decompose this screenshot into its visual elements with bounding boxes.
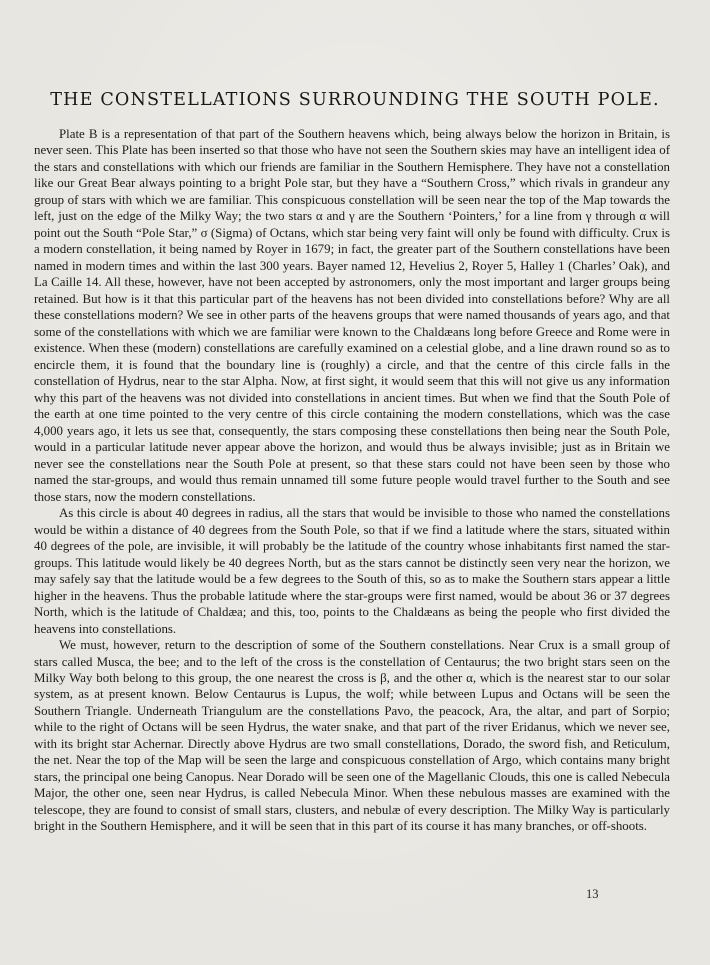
paragraph-circle-radius: As this circle is about 40 degrees in radius, all the stars that would be invisible to those who named the constellations would be within a distance of 40 degrees from the South Pole, so that if we find a latitude where the stars, situated within 40 degrees of the pole, are invisible, it will probably be the latitude of the country whose inhabitants first named the star-groups. This latitude would likely be 40 degrees North, but as the stars cannot be distinctly seen very near the horizon, we may safely say that the latitude would be a few degrees to the South of this, so as to make the Southern stars appear a little higher in the heavens. Thus the probable latitude where the star-groups were first named, would be about 36 or 37 degrees North, which is the latitude of Chaldæa; and this, too, points to the Chaldæans as being the people who first divided the heavens into constellations. bbox=[34, 506, 670, 636]
paragraph-southern-constellations: We must, however, return to the description of some of the Southern constellations. Near Crux is a small group of stars called Musca, the bee; and to the left of the cross is the constellation of Centaurus; the two bright stars seen on the Milky Way both belong to this group, the one nearest the cross is β, and the other α, which is the nearest star to our solar system, as at present known. Below Centaurus is Lupus, the wolf; while between Lupus and Octans will be seen the Southern Triangle. Underneath Triangulum are the constellations Pavo, the peacock, Ara, the altar, and part of Sorpio; while to the right of Octans will be seen Hydrus, the water snake, and that part of the river Eridanus, which we never see, with its bright star Achernar. Directly above Hydrus are two small constellations, Dorado, the sword fish, and Reticulum, the net. Near the top of the Map will be seen the large and conspicuous constellation of Argo, which contains many bright stars, the principal one being Canopus. Near Dorado will be seen one of the Magellanic Clouds, this one is called Nebecula Major, the other one, seen near Hydrus, is called Nebecula Minor. When these nebulous masses are examined with the telescope, they are found to consist of small stars, clusters, and nebulæ of every description. The Milky Way is particularly bright in the Southern Hemisphere, and it will be seen that in this part of its course it has many branches, or off-shoots. bbox=[34, 638, 670, 834]
page-title: THE CONSTELLATIONS SURROUNDING THE SOUTH POLE. bbox=[50, 90, 660, 110]
page-number: 13 bbox=[586, 887, 599, 901]
paragraph-plate-b: Plate B is a representation of that part of the Southern heavens which, being always below the horizon in Britain, is never seen. This Plate has been inserted so that those who have not seen the Southern skies may have an intelligent idea of the stars and constellations with which our friends are familiar in the Southern Hemisphere. They have not a constellation like our Great Bear always pointing to a bright Pole star, but they have a “Southern Cross,” which rivals in grandeur any group of stars with which we are familiar. This conspicuous constellation will be seen near the top of the Map towards the left, just on the edge of the Milky Way; the two stars α and γ are the Southern ‘Pointers,’ for a line from γ through α will point out the South “Pole Star,” σ (Sigma) of Octans, which star being very faint will only be found with difficulty. Crux is a modern constellation, it being named by Royer in 1679; in fact, the greater part of the Southern constellations have been named in modern times and within the last 300 years. Bayer named 12, Hevelius 2, Royer 5, Halley 1 (Charles’ Oak), and La Caille 14. All these, however, have not been accepted by astronomers, only the most important and larger groups being retained. But how is it that this particular part of the heavens has not been divided into constellations before? Why are all these constellations modern? We see in other parts of the heavens groups that were named thousands of years ago, and that some of the constellations with which we are familiar were known to the Chaldæans long before Greece and Rome were in existence. When these (modern) constellations are carefully examined on a celestial globe, and a line drawn round so as to encircle them, it is found that the boundary line is (roughly) a circle, and that the centre of this circle falls in the constellation of Hydrus, near to the star Alpha. Now, at first sight, it would seem that this will not give us any information why this part of the heavens was not divided into constellations in ancient times. But when we find that the South Pole of the earth at one time pointed to the very centre of this circle containing the modern constellations, which was the case 4,000 years ago, it lets us see that, consequently, the stars composing these constellations then being near the South Pole, would in a particular latitude never appear above the horizon, and would thus be always invisible; just as in Britain we never see the constellations near the South Pole at present, so that these stars could not have been seen by those who named the star-groups, and would thus remain unnamed till some future people would travel further to the South and see those stars, now the modern constellations. bbox=[34, 127, 670, 504]
body-text bbox=[34, 126, 670, 835]
